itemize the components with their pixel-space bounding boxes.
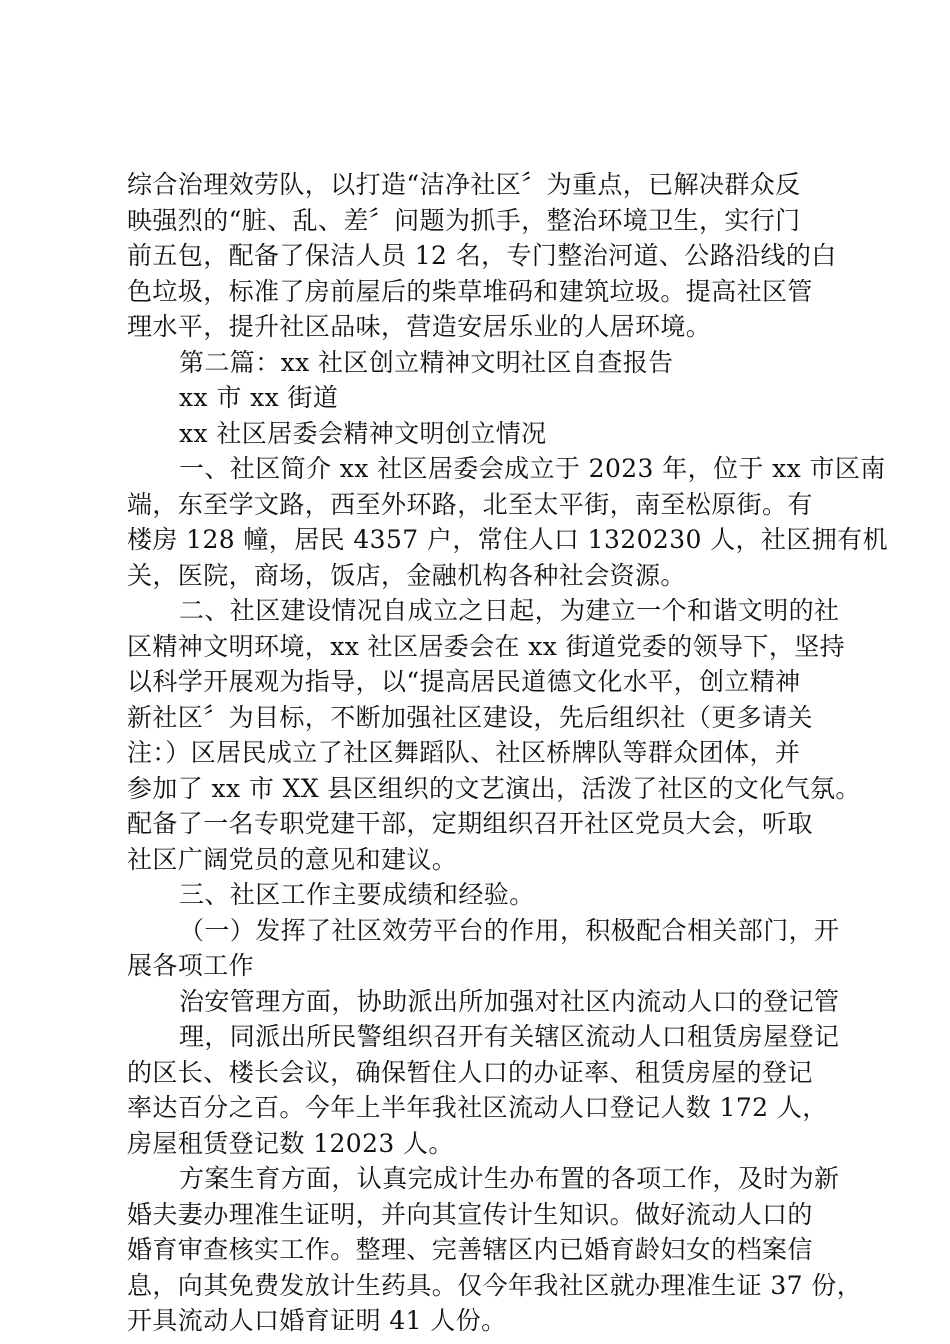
text-line: 治安管理方面，协助派出所加强对社区内流动人口的登记管 xyxy=(179,986,840,1016)
text-line: 理，同派出所民警组织召开有关辖区流动人口租赁房屋登记 xyxy=(179,1022,840,1051)
text-line: 三、社区工作主要成绩和经验。 xyxy=(179,880,535,909)
document-body xyxy=(127,167,888,1339)
text-line: 综合治理效劳队，以打造“洁净社区〞为重点，已解决群众反 xyxy=(127,170,801,199)
text-line: 配备了一名专职党建干部，定期组织召开社区党员大会，听取 xyxy=(127,809,813,838)
text-line: 方案生育方面，认真完成计生办布置的各项工作，及时为新 xyxy=(179,1164,840,1193)
paragraph xyxy=(127,451,888,593)
text-line: 二、社区建设情况自成立之日起，为建立一个和谐文明的社 xyxy=(179,596,840,625)
text-line: 端，东至学文路，西至外环路，北至太平街，南至松原街。有 xyxy=(127,489,813,519)
text-line: 第二篇：xx 社区创立精神文明社区自查报告 xyxy=(179,347,674,377)
text-line: 婚夫妻办理准生证明，并向其宣传计生知识。做好流动人口的 xyxy=(127,1199,813,1229)
paragraph xyxy=(127,593,861,877)
text-line: 理水平，提升社区品味，营造安居乐业的人居环境。 xyxy=(127,312,712,341)
text-line: 新社区〞为目标，不断加强社区建设，先后组织社（更多请关 xyxy=(127,702,813,732)
text-line: 以科学开展观为指导，以“提高居民道德文化水平，创立精神 xyxy=(127,667,801,696)
text-line: 婚育审查核实工作。整理、完善辖区内已婚育龄妇女的档案信 xyxy=(127,1235,813,1264)
paragraph xyxy=(127,877,827,913)
text-line: 展各项工作 xyxy=(127,951,255,980)
paragraph xyxy=(127,345,827,381)
paragraph xyxy=(127,416,827,452)
text-line: 注：）区居民成立了社区舞蹈队、社区桥牌队等群众团体，并 xyxy=(127,738,801,767)
text-line: 色垃圾，标准了房前屋后的柴草堆码和建筑垃圾。提高社区管 xyxy=(127,276,813,306)
text-line: 一、社区简介 xx 社区居委会成立于 2023 年，位于 xx 市区南 xyxy=(179,454,886,483)
text-line: 的区长、楼长会议，确保暂住人口的办证率、租赁房屋的登记 xyxy=(127,1057,813,1087)
text-line: 参加了 xx 市 XX 县区组织的文艺演出，活泼了社区的文化气氛。 xyxy=(127,773,861,803)
paragraph xyxy=(127,1161,863,1339)
text-line: 区精神文明环境，xx 社区居委会在 xx 街道党委的领导下，坚持 xyxy=(127,631,846,661)
paragraph xyxy=(127,380,827,416)
paragraph xyxy=(127,1019,840,1161)
text-line: 社区广阔党员的意见和建议。 xyxy=(127,844,458,874)
text-line: 息，向其免费发放计生药具。仅今年我社区就办理准生证 37 份， xyxy=(127,1270,863,1300)
text-line: 开具流动人口婚育证明 41 人份。 xyxy=(127,1306,507,1335)
text-line: 关，医院，商场，饭店，金融机构各种社会资源。 xyxy=(127,560,686,590)
paragraph xyxy=(127,913,840,984)
text-line: 率达百分之百。今年上半年我社区流动人口登记人数 172 人， xyxy=(127,1093,828,1122)
paragraph xyxy=(127,167,837,345)
text-line: 前五包，配备了保洁人员 12 名，专门整治河道、公路沿线的白 xyxy=(127,241,837,270)
text-line: 映强烈的“脏、乱、差〞问题为抓手，整治环境卫生，实行门 xyxy=(127,205,801,235)
text-line: 楼房 128 幢，居民 4357 户，常住人口 1320230 人，社区拥有机 xyxy=(127,525,888,554)
text-line: 房屋租赁登记数 12023 人。 xyxy=(127,1128,454,1158)
text-line: （一）发挥了社区效劳平台的作用，积极配合相关部门，开 xyxy=(179,915,840,945)
text-line: xx 市 xx 街道 xyxy=(179,383,339,412)
text-line: xx 社区居委会精神文明创立情况 xyxy=(179,418,547,448)
paragraph xyxy=(127,984,840,1020)
